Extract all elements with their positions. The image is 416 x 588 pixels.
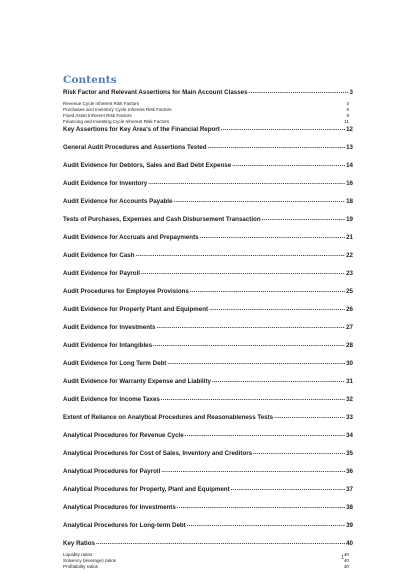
toc-leader-dots [232, 161, 345, 169]
toc-entry[interactable] [63, 251, 353, 269]
toc-entry[interactable] [63, 359, 353, 377]
toc-entry-label: Audit Evidence for Debtors, Sales and Bad Debt Expense [63, 162, 232, 169]
toc-entry-page: 38 [346, 504, 353, 511]
contents-heading: Contents [63, 74, 117, 86]
toc-subentry-page: 40 [343, 558, 349, 563]
toc-entry-page: 12 [346, 126, 353, 133]
toc-leader-dots [161, 467, 345, 475]
toc-entry[interactable] [63, 215, 353, 233]
toc-entry-label: Audit Evidence for Payroll [63, 270, 141, 277]
toc-subentry[interactable] [63, 564, 353, 570]
toc-entry-page: 13 [346, 144, 353, 151]
toc-entry-page: 34 [346, 432, 353, 439]
toc-entry-page: 26 [346, 306, 353, 313]
toc-entry-label: Analytical Procedures for Property, Plant and Equipment [63, 486, 230, 493]
toc-entry-page: 3 [349, 89, 353, 96]
toc-leader-dots [177, 503, 345, 511]
toc-leader-dots [221, 125, 345, 133]
toc-leader-dots [153, 341, 345, 349]
toc-leader-dots [200, 233, 346, 241]
toc-entry[interactable] [63, 323, 353, 341]
toc-entry-label: Tests of Purchases, Expenses and Cash Disbursement Transaction [63, 216, 261, 223]
toc-subentry-label: Solvency (leverage) ratios [63, 558, 117, 563]
toc-entry-label: Audit Evidence for Property Plant and Equipment [63, 306, 209, 313]
toc-leader-dots [136, 251, 346, 259]
toc-entry-page: 32 [346, 396, 353, 403]
toc-entry[interactable] [63, 161, 353, 179]
toc-leader-dots [173, 197, 345, 205]
toc-entry-page: 33 [346, 414, 353, 421]
toc-leader-dots [209, 305, 345, 313]
toc-entry-page: 40 [346, 540, 353, 547]
toc-entry-page: 36 [346, 468, 353, 475]
toc-subentry-label: Purchases and Inventory Cycle Inherent Risk Factors [63, 107, 172, 112]
toc-entry[interactable] [63, 341, 353, 359]
toc-entry-label: Key Assertions for Key Area's of the Financial Report [63, 126, 220, 133]
toc-entry-page: 39 [346, 522, 353, 529]
toc-leader-dots [212, 377, 345, 385]
toc-subentry-page: 6 [346, 107, 349, 112]
toc-entry[interactable] [63, 539, 353, 549]
page-number: 1 [341, 555, 344, 561]
toc-entry[interactable] [63, 413, 353, 431]
toc-entry[interactable] [63, 431, 353, 449]
toc-entry[interactable] [63, 503, 353, 521]
toc-subentry-label: Fixed Asset Inherent Risk Factors [63, 113, 132, 118]
toc-leader-dots [161, 395, 345, 403]
toc-entry-label: Analytical Procedures for Cost of Sales, Inventory and Creditors [63, 450, 253, 457]
toc-leader-dots [208, 143, 346, 151]
toc-entry-label: Audit Evidence for Accounts Payable [63, 198, 173, 205]
toc-entry-page: 30 [346, 360, 353, 367]
toc-leader-dots [187, 521, 345, 529]
toc-entry-label: Analytical Procedures for Revenue Cycle [63, 432, 184, 439]
toc-subentry-page: 3 [346, 101, 349, 106]
toc-leader-dots [253, 449, 345, 457]
toc-subentry-page: 9 [346, 113, 349, 118]
toc-entry-label: General Audit Procedures and Assertions Tested [63, 144, 207, 151]
toc-entry[interactable] [63, 521, 353, 539]
toc-leader-dots [185, 431, 345, 439]
toc-entry-label: Audit Evidence for Long Term Debt [63, 360, 167, 367]
toc-entry[interactable] [63, 467, 353, 485]
toc-entry-label: Audit Evidence for Accruals and Prepayments [63, 234, 199, 241]
toc-entry-page: 14 [346, 162, 353, 169]
toc-entry-page: 35 [346, 450, 353, 457]
toc-entry-label: Audit Evidence for Investments [63, 324, 156, 331]
toc-entry[interactable] [63, 88, 353, 98]
toc-entry-label: Risk Factor and Relevant Assertions for Main Account Classes [63, 89, 248, 96]
toc-entry[interactable] [63, 233, 353, 251]
toc-entry-label: Analytical Procedures for Investments [63, 504, 176, 511]
toc-entry-label: Audit Evidence for Inventory [63, 180, 148, 187]
toc-subentry-label: Profitability ratios [63, 564, 98, 569]
toc-entry-label: Analytical Procedures for Payroll [63, 468, 161, 475]
toc-subentry-page: 40 [343, 552, 349, 557]
toc-entry[interactable] [63, 179, 353, 197]
toc-entry[interactable] [63, 269, 353, 287]
toc-entry[interactable] [63, 449, 353, 467]
toc-entry-label: Analytical Procedures for Long-term Debt [63, 522, 186, 529]
toc-subentry-label: Liquidity ratios [63, 552, 93, 557]
toc-entry[interactable] [63, 395, 353, 413]
toc-leader-dots [141, 269, 345, 277]
toc-entry[interactable] [63, 485, 353, 503]
toc-entry[interactable] [63, 287, 353, 305]
toc-entry[interactable] [63, 197, 353, 215]
toc-entry-page: 31 [346, 378, 353, 385]
toc-subentry-page: 40 [343, 564, 349, 569]
toc-entry-page: 25 [346, 288, 353, 295]
toc-entry-label: Audit Evidence for Intangibles [63, 342, 153, 349]
toc-leader-dots [262, 215, 346, 223]
toc-entry-page: 19 [346, 216, 353, 223]
toc-entry-page: 21 [346, 234, 353, 241]
toc-entry-label: Audit Evidence for Warranty Expense and Liability [63, 378, 211, 385]
toc-entry-page: 23 [346, 270, 353, 277]
toc-entry-page: 18 [346, 198, 353, 205]
toc-subentry-label: Revenue Cycle Inherent Risk Factors [63, 101, 140, 106]
toc-entry-page: 28 [346, 342, 353, 349]
toc-leader-dots [157, 323, 346, 331]
toc-leader-dots [249, 88, 349, 96]
toc-entry-label: Audit Evidence for Cash [63, 252, 135, 259]
toc-entry[interactable] [63, 377, 353, 395]
toc-leader-dots [96, 539, 345, 547]
toc-entry-label: Audit Procedures for Employee Provisions [63, 288, 189, 295]
toc-entry[interactable] [63, 305, 353, 323]
toc-entry-label: Extent of Reliance on Analytical Procedures and Reasonableness Tests [63, 414, 274, 421]
toc-entry-page: 37 [346, 486, 353, 493]
toc-leader-dots [167, 359, 345, 367]
toc-subentry-label: Financing and Investing Cycle Inherent Risk Factors [63, 119, 170, 124]
toc-entry[interactable] [63, 143, 353, 161]
table-of-contents [63, 88, 353, 570]
toc-leader-dots [148, 179, 345, 187]
toc-entry[interactable] [63, 125, 353, 143]
toc-leader-dots [190, 287, 345, 295]
toc-entry-page: 16 [346, 180, 353, 187]
toc-leader-dots [274, 413, 345, 421]
toc-entry-page: 22 [346, 252, 353, 259]
toc-subentry-page: 11 [344, 119, 349, 124]
toc-leader-dots [231, 485, 345, 493]
toc-entry-label: Audit Evidence for Income Taxes [63, 396, 160, 403]
toc-entry-label: Key Ratios [63, 540, 95, 547]
toc-entry-page: 27 [346, 324, 353, 331]
